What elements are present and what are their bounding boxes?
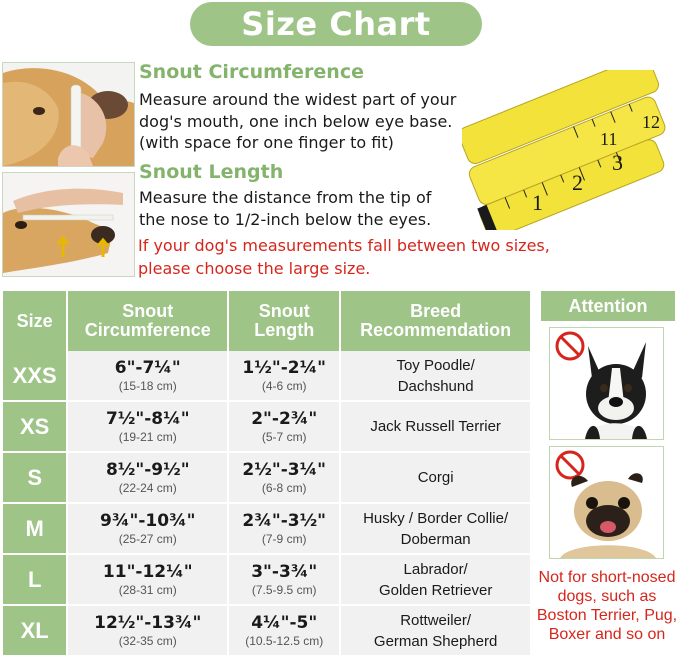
length-cell [229, 504, 341, 555]
size-column-header: Size [3, 291, 68, 351]
header-line: Breed [410, 301, 462, 321]
breed-cell [341, 351, 532, 402]
circumference-cm: (15-18 cm) [118, 378, 177, 393]
breed-line: Dachshund [397, 377, 474, 395]
instruction-line: Measure the distance from the tip of [139, 188, 432, 207]
breed-line: Corgi [417, 469, 454, 486]
length-cm: (4-6 cm) [261, 378, 307, 393]
table-header-row [3, 291, 532, 351]
instruction-line: Measure around the widest part of your [139, 90, 457, 109]
circumference-cell [68, 453, 229, 504]
header-line: Circumference [84, 320, 211, 340]
warning-line: Boxer and so on [548, 626, 666, 643]
circumference-cell [68, 402, 229, 453]
length-inches: 2½"-3¼" [242, 459, 327, 480]
warning-line: Not for short-nosed [538, 569, 676, 586]
breed-cell [341, 606, 532, 657]
table-row [3, 351, 532, 402]
length-column-header [229, 291, 341, 351]
size-label: L [3, 555, 68, 606]
tape-number: 12 [642, 112, 660, 132]
breed-line: Doberman [400, 530, 471, 548]
header-line: Snout [258, 301, 310, 321]
table-row [3, 402, 532, 453]
note-line: please choose the large size. [138, 259, 371, 278]
header-line: Snout [122, 301, 174, 321]
circumference-cm: (32-35 cm) [118, 633, 177, 648]
tape-number: 1 [532, 190, 543, 215]
warning-line: dogs, such as [557, 588, 657, 605]
circumference-cm: (28-31 cm) [118, 582, 177, 597]
snout-circumference-heading: Snout Circumference [139, 61, 364, 83]
circumference-inches: 8½"-9½" [105, 459, 190, 480]
circumference-cm: (25-27 cm) [118, 531, 177, 546]
length-cm: (10.5-12.5 cm) [245, 633, 324, 648]
circumference-inches: 12½"-13¾" [94, 612, 202, 633]
circumference-inches: 9¾"-10¾" [100, 510, 196, 531]
circumference-cm: (22-24 cm) [118, 480, 177, 495]
circumference-cell [68, 351, 229, 402]
length-inches: 1½"-2¼" [242, 357, 327, 378]
table-row [3, 453, 532, 504]
snout-length-photo [2, 172, 135, 277]
size-label: XXS [3, 351, 68, 402]
measuring-tape-icon [462, 70, 677, 230]
length-inches: 4¼"-5" [251, 612, 318, 633]
breed-column-header [341, 291, 532, 351]
length-inches: 3"-3¾" [251, 561, 318, 582]
length-cell [229, 555, 341, 606]
breed-line: Toy Poodle/ [396, 356, 475, 374]
circumference-inches: 11"-12¼" [102, 561, 193, 582]
instruction-line: the nose to 1/2-inch below the eyes. [139, 209, 432, 229]
length-cell [229, 606, 341, 657]
breed-cell [341, 504, 532, 555]
circumference-cell [68, 504, 229, 555]
instruction-line: (with space for one finger to fit) [139, 133, 394, 152]
length-cell [229, 453, 341, 504]
length-cm: (5-7 cm) [261, 429, 307, 444]
tape-number: 2 [572, 170, 583, 195]
breed-line: Labrador/ [403, 560, 468, 578]
attention-label: Attention [541, 291, 675, 321]
table-row [3, 555, 532, 606]
breed-line: Husky / Border Collie/ [363, 509, 509, 527]
header-line: Recommendation [360, 320, 512, 340]
breed-cell [341, 555, 532, 606]
size-label: S [3, 453, 68, 504]
size-advice-note [138, 234, 550, 280]
circumference-inches: 7½"-8¼" [105, 408, 190, 429]
size-label: XL [3, 606, 68, 657]
table-row [3, 606, 532, 657]
breed-line: German Shepherd [373, 632, 498, 650]
breed-line: Jack Russell Terrier [370, 418, 501, 435]
no-sign-icon [557, 333, 583, 359]
breed-line: Rottweiler/ [400, 611, 472, 629]
table-row [3, 504, 532, 555]
length-inches: 2¾"-3½" [242, 510, 327, 531]
page-title: Size Chart [190, 2, 482, 46]
french-bulldog-image [549, 327, 664, 440]
instruction-line: dog's mouth, one inch below eye base. [139, 111, 453, 131]
note-line: If your dog's measurements fall between two sizes, [138, 236, 550, 255]
breed-line: Golden Retriever [378, 581, 493, 599]
circumference-cm: (19-21 cm) [118, 429, 177, 444]
header-line: Length [254, 320, 315, 340]
pug-image [549, 446, 664, 559]
length-inches: 2"-2¾" [251, 408, 318, 429]
snout-length-heading: Snout Length [139, 161, 284, 183]
length-cm: (7-9 cm) [261, 531, 307, 546]
breed-cell [341, 453, 532, 504]
size-label: M [3, 504, 68, 555]
tape-number: 3 [612, 150, 623, 175]
short-nosed-warning [534, 568, 679, 644]
breed-cell [341, 402, 532, 453]
size-table [3, 291, 532, 657]
no-sign-icon [557, 452, 583, 478]
snout-circumference-instructions [139, 89, 456, 154]
snout-circumference-photo [2, 62, 135, 167]
length-cm: (6-8 cm) [261, 480, 307, 495]
length-cell [229, 351, 341, 402]
circumference-cell [68, 606, 229, 657]
circumference-column-header [68, 291, 229, 351]
size-label: XS [3, 402, 68, 453]
circumference-cell [68, 555, 229, 606]
length-cell [229, 402, 341, 453]
circumference-inches: 6"-7¼" [114, 357, 181, 378]
length-cm: (7.5-9.5 cm) [251, 582, 317, 597]
warning-line: Boston Terrier, Pug, [536, 607, 678, 624]
tape-number: 11 [600, 129, 618, 149]
snout-length-instructions [139, 187, 431, 230]
